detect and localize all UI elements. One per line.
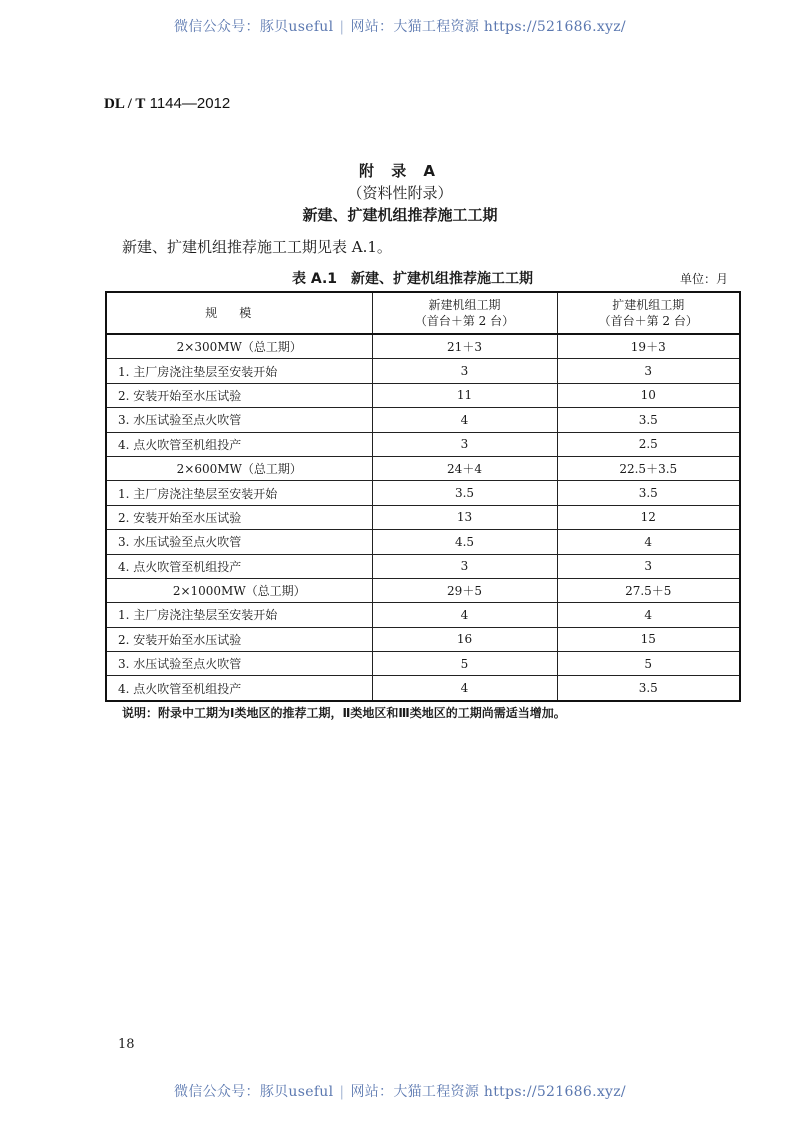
cell-new-unit: 5	[372, 652, 557, 676]
cell-scale: 3. 水压试验至点火吹管	[106, 530, 372, 554]
cell-new-unit: 21＋3	[372, 334, 557, 359]
cell-extension-unit: 3.5	[557, 676, 740, 701]
table-row-step	[106, 432, 740, 456]
cell-new-unit: 4.5	[372, 530, 557, 554]
appendix-subtitle: （资料性附录）	[347, 184, 453, 202]
cell-extension-unit: 3	[557, 359, 740, 383]
header-ext-title: 扩建机组工期	[612, 298, 685, 312]
header-scale: 规模	[106, 292, 372, 334]
table-row-total	[106, 578, 740, 602]
cell-scale: 1. 主厂房浇注垫层至安装开始	[106, 481, 372, 505]
cell-extension-unit: 22.5＋3.5	[557, 456, 740, 480]
cell-extension-unit: 15	[557, 627, 740, 651]
appendix-heading: 新建、扩建机组推荐施工工期	[302, 206, 498, 224]
header-new-title: 新建机组工期	[428, 298, 501, 312]
table-row-step	[106, 554, 740, 578]
cell-scale: 4. 点火吹管至机组投产	[106, 554, 372, 578]
page-number: 18	[118, 1037, 135, 1052]
cell-extension-unit: 12	[557, 505, 740, 529]
cell-new-unit: 3	[372, 359, 557, 383]
cell-extension-unit: 19＋3	[557, 334, 740, 359]
cell-new-unit: 13	[372, 505, 557, 529]
cell-new-unit: 4	[372, 603, 557, 627]
table-row-step	[106, 627, 740, 651]
header-new-subtitle: （首台＋第 2 台）	[414, 314, 515, 328]
cell-scale: 2×1000MW（总工期）	[106, 578, 372, 602]
cell-scale: 4. 点火吹管至机组投产	[106, 432, 372, 456]
cell-scale: 2×300MW（总工期）	[106, 334, 372, 359]
cell-scale: 2. 安装开始至水压试验	[106, 383, 372, 407]
header-extension-unit	[557, 292, 740, 334]
table-row-step	[106, 652, 740, 676]
table-unit: 单位：月	[680, 272, 729, 286]
table-header-row	[106, 292, 740, 334]
cell-scale: 2. 安装开始至水压试验	[106, 505, 372, 529]
cell-extension-unit: 27.5＋5	[557, 578, 740, 602]
cell-extension-unit: 4	[557, 603, 740, 627]
cell-scale: 4. 点火吹管至机组投产	[106, 676, 372, 701]
watermark-separator: |	[339, 1084, 345, 1100]
table-row-step	[106, 408, 740, 432]
cell-scale: 2×600MW（总工期）	[106, 456, 372, 480]
intro-paragraph: 新建、扩建机组推荐施工工期见表 A.1。	[122, 238, 392, 256]
standard-code-number: 1144—2012	[145, 95, 231, 112]
cell-scale: 2. 安装开始至水压试验	[106, 627, 372, 651]
cell-extension-unit: 3.5	[557, 408, 740, 432]
header-new-unit	[372, 292, 557, 334]
standard-code-prefix: DL / T	[104, 96, 146, 112]
cell-extension-unit: 3	[557, 554, 740, 578]
watermark-wechat: 微信公众号：豚贝useful	[174, 19, 334, 35]
cell-new-unit: 29＋5	[372, 578, 557, 602]
table-row-step	[106, 676, 740, 701]
cell-new-unit: 16	[372, 627, 557, 651]
table-row-step	[106, 359, 740, 383]
watermark-bottom	[0, 1081, 800, 1101]
cell-extension-unit: 5	[557, 652, 740, 676]
table-row-step	[106, 505, 740, 529]
cell-extension-unit: 3.5	[557, 481, 740, 505]
cell-new-unit: 4	[372, 676, 557, 701]
table-row-step	[106, 530, 740, 554]
appendix-title: 附 录 A	[358, 162, 442, 180]
cell-scale: 3. 水压试验至点火吹管	[106, 408, 372, 432]
table-note: 说明：附录中工期为Ⅰ类地区的推荐工期，Ⅱ类地区和Ⅲ类地区的工期尚需适当增加。	[122, 706, 566, 720]
watermark-site: 网站：大猫工程资源 https://521686.xyz/	[350, 19, 626, 35]
cell-scale: 1. 主厂房浇注垫层至安装开始	[106, 359, 372, 383]
cell-scale: 1. 主厂房浇注垫层至安装开始	[106, 603, 372, 627]
table-caption: 表 A.1 新建、扩建机组推荐施工工期	[292, 271, 534, 287]
watermark-site: 网站：大猫工程资源 https://521686.xyz/	[350, 1084, 626, 1100]
construction-schedule-table	[105, 291, 741, 702]
cell-new-unit: 3	[372, 554, 557, 578]
header-ext-subtitle: （首台＋第 2 台）	[598, 314, 698, 328]
cell-extension-unit: 10	[557, 383, 740, 407]
cell-extension-unit: 4	[557, 530, 740, 554]
table-row-total	[106, 456, 740, 480]
watermark-top	[0, 16, 800, 36]
cell-scale: 3. 水压试验至点火吹管	[106, 652, 372, 676]
cell-new-unit: 24＋4	[372, 456, 557, 480]
table-row-total	[106, 334, 740, 359]
table-row-step	[106, 383, 740, 407]
table-row-step	[106, 603, 740, 627]
table-row-step	[106, 481, 740, 505]
standard-code	[104, 95, 230, 113]
cell-new-unit: 3	[372, 432, 557, 456]
cell-new-unit: 4	[372, 408, 557, 432]
watermark-separator: |	[339, 19, 345, 35]
cell-new-unit: 3.5	[372, 481, 557, 505]
watermark-wechat: 微信公众号：豚贝useful	[174, 1084, 334, 1100]
cell-extension-unit: 2.5	[557, 432, 740, 456]
cell-new-unit: 11	[372, 383, 557, 407]
